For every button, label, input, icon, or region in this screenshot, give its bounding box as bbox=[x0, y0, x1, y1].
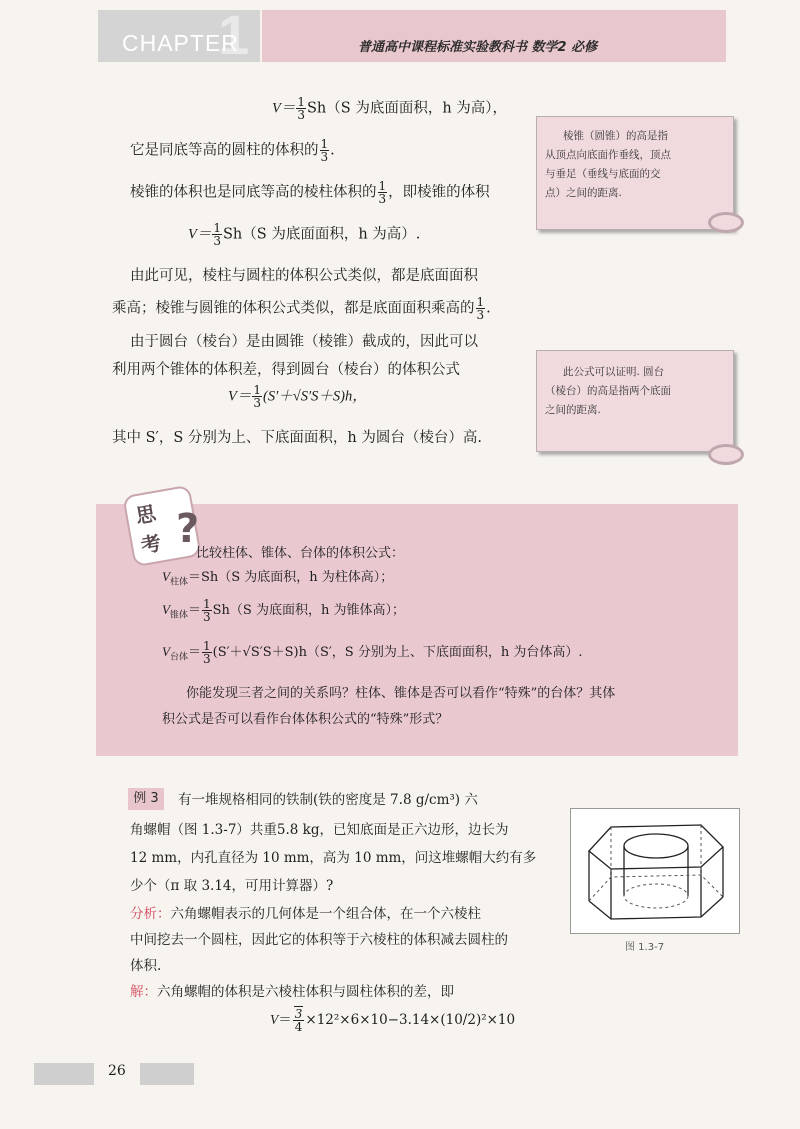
chapter-word: CHAPTER bbox=[122, 30, 239, 56]
example-line-4: 少个（π 取 3.14，可用计算器）? bbox=[130, 878, 334, 894]
footer-bar-left bbox=[34, 1063, 94, 1085]
page-number: 26 bbox=[108, 1063, 126, 1079]
formula-pyramid: V＝ $\frac{1}{3}$ Sh（S 为底面面积，h 为高）. bbox=[188, 221, 421, 248]
think-intro: 比较柱体、锥体、台体的体积公式： bbox=[196, 546, 405, 561]
analysis-line-2: 中间挖去一个圆柱，因此它的体积等于六棱柱的体积减去圆柱的 bbox=[130, 932, 508, 948]
para-frustum-2: 利用两个锥体的体积差，得到圆台（棱台）的体积公式 bbox=[112, 362, 460, 378]
side-note-height: 棱锥（圆锥）的高是指 从顶点向底面作垂线，顶点 与垂足（垂线与底面的交 点）之间的距离. bbox=[536, 116, 734, 230]
para-similar-1: 由此可见，棱柱与圆柱的体积公式类似，都是底面面积 bbox=[130, 268, 478, 284]
line-where: 其中 S′，S 分别为上、下底面面积，h 为圆台（棱台）高. bbox=[112, 430, 482, 446]
solution-line-1: 解：六角螺帽的体积是六棱柱体积与圆柱体积的差，即 bbox=[130, 984, 454, 1000]
side-note-proof: 此公式可以证明. 圆台 （棱台）的高是指两个底面 之间的距离. bbox=[536, 350, 734, 452]
line-cone-text: 它是同底等高的圆柱的体积的 $\frac{1}{3}$ . bbox=[130, 137, 335, 164]
line-pyramid: 棱锥的体积也是同底等高的棱柱体积的 $\frac{1}{3}$ ，即棱锥的体积 bbox=[130, 179, 490, 206]
solution-label: 解： bbox=[130, 984, 157, 1000]
analysis-label: 分析： bbox=[130, 906, 171, 922]
key-icon bbox=[708, 444, 744, 465]
example-line-3: 12 mm，内孔直径为 10 mm，高为 10 mm，问这堆螺帽大约有多 bbox=[130, 850, 537, 866]
figure-caption: 图 1.3-7 bbox=[625, 942, 665, 953]
book-title: 普通高中课程标准实验教科书 数学2 必修 bbox=[358, 40, 598, 55]
analysis-line-1: 分析：六角螺帽表示的几何体是一个组合体，在一个六棱柱 bbox=[130, 906, 481, 922]
hex-nut-figure bbox=[570, 808, 740, 934]
think-question-2: 积公式是否可以看作台体体积公式的“特殊”形式？ bbox=[162, 712, 449, 727]
formula-frustum: V＝ $\frac{1}{3}$ (S′＋√S′S＋S)h， bbox=[228, 383, 367, 410]
para-similar-2: 乘高；棱锥与圆锥的体积公式类似，都是底面面积乘高的 $\frac{1}{3}$ . bbox=[112, 295, 491, 322]
para-frustum-1: 由于圆台（棱台）是由圆锥（棱锥）截成的，因此可以 bbox=[130, 334, 478, 350]
analysis-line-3: 体积. bbox=[130, 958, 162, 974]
final-formula: V＝ $\frac{3}{4}$ ×12²×6×10−3.14×(10/2)²×10 bbox=[270, 1007, 516, 1034]
think-prism-formula: $V_{柱体}=Sh(S$ 为底面积，h 为柱体高）； bbox=[162, 569, 394, 588]
think-pyramid-formula: $V_{锥体}=$ $\frac{1}{3}$ Sh（S 为底面积，h 为锥体高）； bbox=[162, 597, 405, 624]
think-frustum-formula: $V_{台体}=$ $\frac{1}{3}$ (S′＋√S′S＋S)h（S′，S 分别为上、下底面面积，h 为台体高）. bbox=[162, 639, 583, 666]
think-question-1: 你能发现三者之间的关系吗？柱体、锥体是否可以看作“特殊”的台体？其体 bbox=[186, 686, 616, 701]
think-icon: 思 考 bbox=[122, 485, 201, 568]
example-label: 例 3 bbox=[128, 788, 164, 810]
key-icon bbox=[708, 212, 744, 233]
hex-nut-drawing bbox=[571, 809, 739, 933]
question-mark-icon: ? bbox=[176, 506, 200, 552]
example-line-2: 角螺帽（图 1.3-7）共重5.8 kg，已知底面是正六边形，边长为 bbox=[130, 822, 509, 838]
footer-bar-right bbox=[140, 1063, 194, 1085]
example-line-1: 有一堆规格相同的铁制(铁的密度是 7.8 g/cm³) 六 bbox=[178, 792, 478, 808]
chapter-number: 1 bbox=[218, 3, 250, 66]
formula-cone: V＝ $\frac{1}{3}$ Sh（S 为底面面积，h 为高）， bbox=[272, 95, 508, 122]
